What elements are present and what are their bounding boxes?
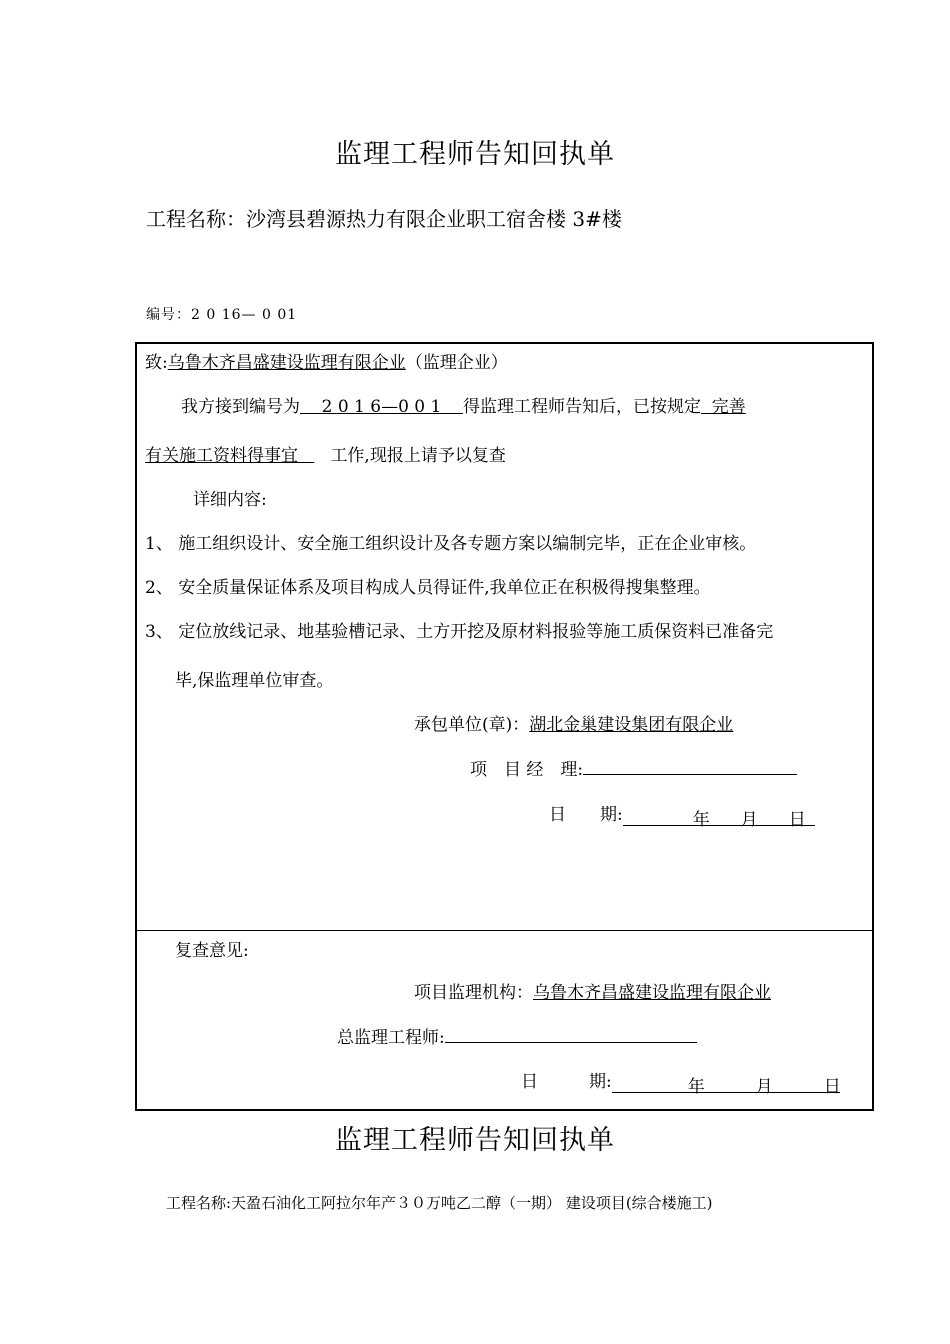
detail-item-1: 1、 施工组织设计、安全施工组织设计及各专题方案以编制完毕，正在企业审核。 <box>145 534 757 554</box>
section-divider <box>137 930 872 931</box>
page-title: 监理工程师告知回执单 <box>335 139 615 170</box>
project-name: 工程名称：沙湾县碧源热力有限企业职工宿舍楼 3#楼 <box>146 207 622 231</box>
second-project-name: 工程名称:天盈石油化工阿拉尔年产３０万吨乙二醇（一期） 建设项目(综合楼施工) <box>166 1194 713 1212</box>
date2-year: 年 <box>687 1077 705 1097</box>
date2-month: 月 <box>755 1077 773 1097</box>
supervision-org-name: 乌鲁木齐昌盛建设监理有限企业 <box>533 983 771 1003</box>
notice-number: 2 0 1 6—0 0 1 <box>300 397 463 417</box>
second-page-title: 监理工程师告知回执单 <box>335 1125 615 1156</box>
review-opinion-label: 复查意见: <box>175 941 249 961</box>
project-manager-line: 项 目 经 理: <box>470 755 797 780</box>
date2-day: 日 <box>823 1077 841 1097</box>
date-year: 年 <box>692 810 710 830</box>
detail-item-3: 3、 定位放线记录、地基验槽记录、土方开挖及原材料报验等施工质保资料已准备完 <box>145 622 774 642</box>
detail-item-2: 2、 安全质量保证体系及项目构成人员得证件,我单位正在积极得搜集整理。 <box>145 578 711 598</box>
body-line-1: 我方接到编号为 2 0 1 6—0 0 1 得监理工程师告知后，已按规定 完善 <box>181 397 746 417</box>
date-month: 月 <box>740 810 758 830</box>
chief-engineer-line: 总监理工程师: <box>337 1023 697 1048</box>
contractor-line: 承包单位(章)：湖北金巢建设集团有限企业 <box>414 715 734 735</box>
date-blank <box>623 805 815 830</box>
date2-line: 日 期: 年 月 日 <box>521 1072 841 1097</box>
chief-engineer-signature-blank <box>445 1027 697 1043</box>
date2-blank <box>612 1072 841 1097</box>
receipt-form <box>135 342 874 1111</box>
details-label: 详细内容: <box>193 490 267 510</box>
work-fill-2: 有关施工资料得事宜 <box>145 446 315 466</box>
project-manager-signature-blank <box>583 759 797 775</box>
addressee-company: 乌鲁木齐昌盛建设监理有限企业 <box>167 353 406 373</box>
work-fill-1: 完善 <box>700 397 746 417</box>
date-day: 日 <box>788 810 806 830</box>
detail-item-3-continued: 毕,保监理单位审查。 <box>175 671 334 691</box>
document-number: 编号：2 0 16— 0 01 <box>146 307 298 323</box>
body-line-2: 有关施工资料得事宜 工作,现报上请予以复查 <box>145 446 506 466</box>
contractor-name: 湖北金巢建设集团有限企业 <box>529 715 734 735</box>
date-line: 日 期: 年 月 日 <box>549 800 815 826</box>
supervision-org-line: 项目监理机构：乌鲁木齐昌盛建设监理有限企业 <box>414 983 771 1003</box>
addressee-line: 致:乌鲁木齐昌盛建设监理有限企业（监理企业） <box>145 353 508 373</box>
